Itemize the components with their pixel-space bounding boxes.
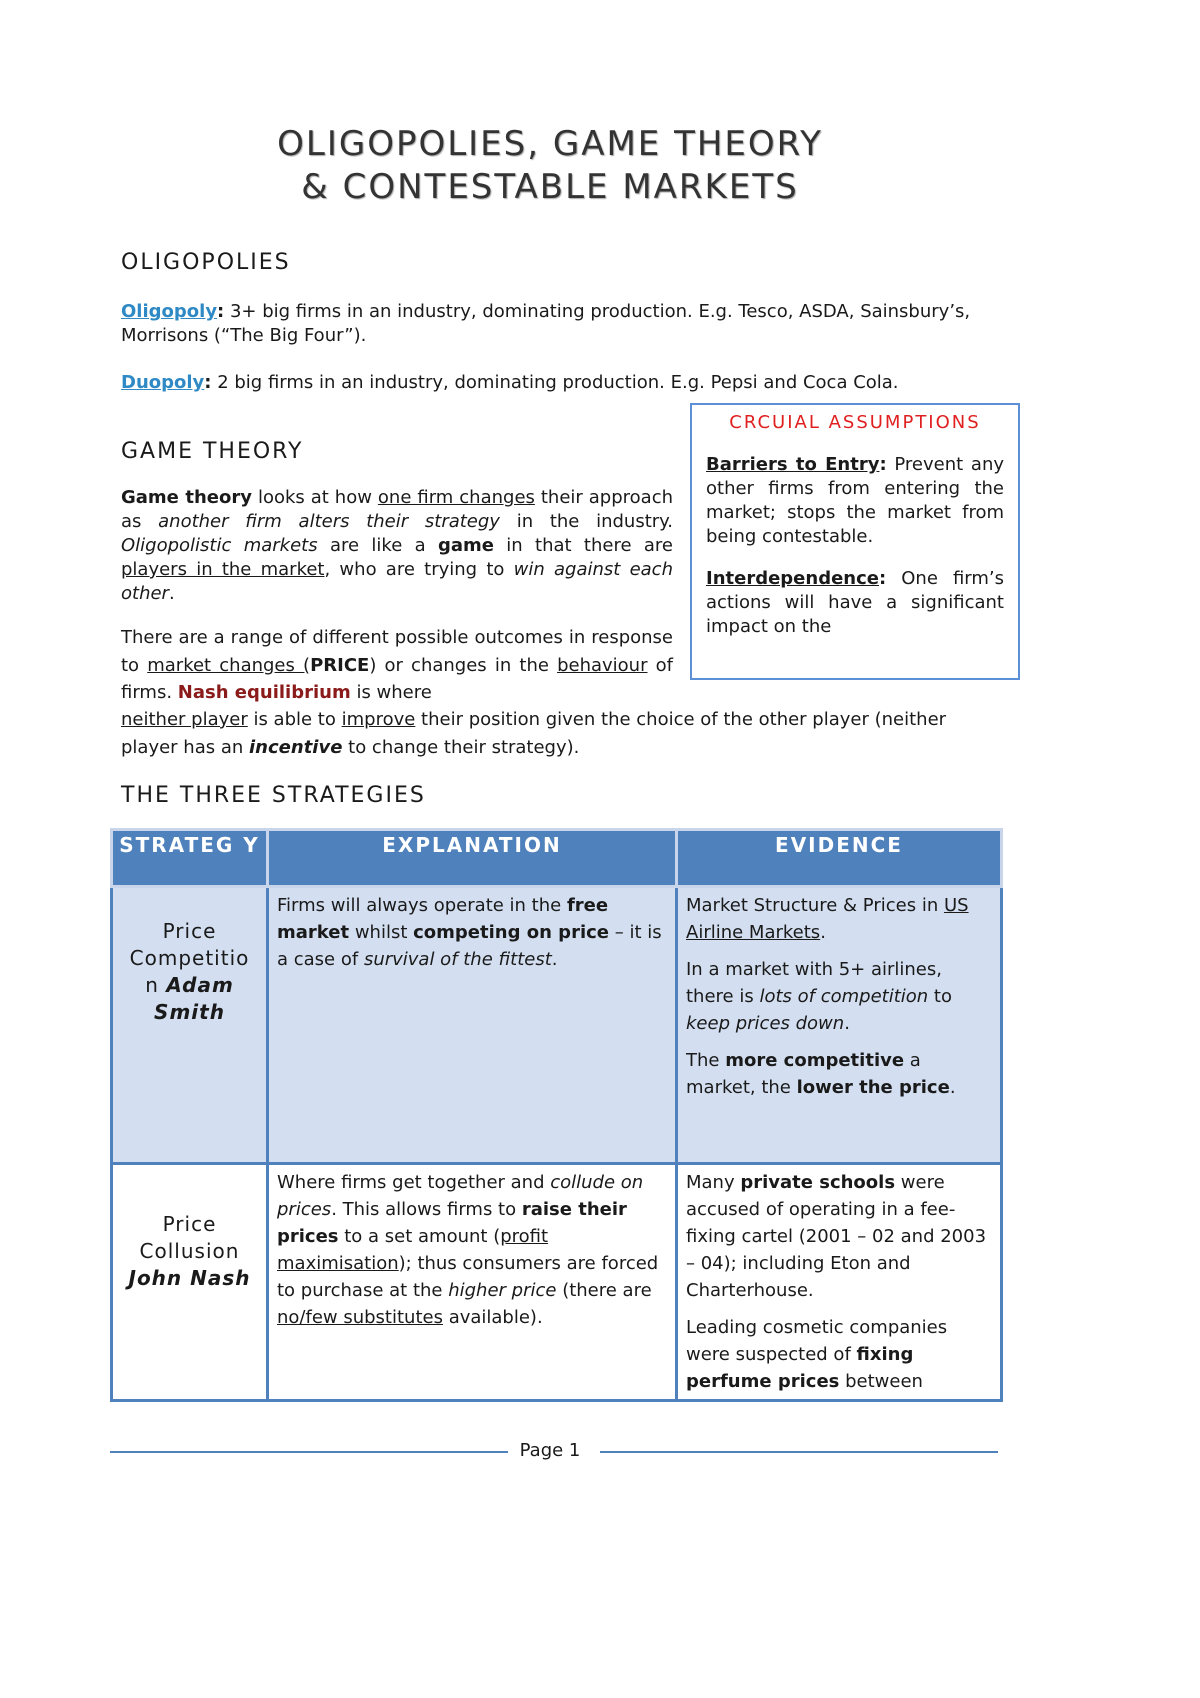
crucial-assumptions-title: CRCUIAL ASSUMPTIONS (729, 412, 981, 433)
duopoly-text: 2 big firms in an industry, dominating production. E.g. Pepsi and Coca Cola. (211, 372, 899, 393)
game-theory-paragraph-1: Game theory looks at how one firm changes their approach as another firm alters their strategy in the industry. Oligopolistic markets are like a game in that there are players in the market, who are trying to win against each other. (121, 487, 674, 604)
document-title-line-1: OLIGOPOLIES, GAME THEORY (277, 124, 823, 164)
table-row (112, 1164, 1002, 1401)
duopoly-term: Duopoly (121, 372, 205, 393)
nash-equilibrium-term: Nash equilibrium (177, 682, 351, 703)
evidence-cell: Many private schools were accused of operating in a fee-fixing cartel (2001 – 02 and 2003 – 04); including Eton and Charterhouse. Leading cosmetic companies were suspected of fixing perfume prices between (677, 1164, 1002, 1401)
document-title-line-2: & CONTESTABLE MARKETS (301, 167, 799, 207)
table-header-strategy: STRATEG Y (112, 830, 268, 887)
section-heading-game-theory: GAME THEORY (121, 439, 304, 464)
crucial-assumptions-box (690, 403, 1020, 680)
table-header-evidence: EVIDENCE (677, 830, 1002, 887)
oligopoly-term: Oligopoly (121, 301, 218, 322)
section-heading-three-strategies: THE THREE STRATEGIES (121, 783, 426, 808)
strategy-cell: Price Competitio n Adam Smith (112, 887, 268, 1164)
game-theory-paragraph-2: There are a range of different possible outcomes in response to market changes (PRICE) or changes in the behaviour of firms. Nash equilibrium is where (121, 627, 673, 703)
oligopoly-definition: Oligopoly: 3+ big firms in an industry, dominating production. E.g. Tesco, ASDA, Sainsbury’s, Morrisons (“The Big Four”). (121, 301, 971, 346)
oligopoly-text: 3+ big firms in an industry, dominating production. E.g. Tesco, ASDA, Sainsbury’s, Morrisons (“The Big Four”). (121, 301, 971, 346)
explanation-cell: Where firms get together and collude on prices. This allows firms to raise their prices to a set amount (profit maximisation); thus consumers are forced to purchase at the higher price (there are no/few substitutes available). (268, 1164, 677, 1401)
game-theory-paragraph-3: neither player is able to improve their position given the choice of the other player (neither player has an incentive to change their strategy). (121, 709, 947, 758)
barriers-to-entry-text: Barriers to Entry: Prevent any other firms from entering the market; stops the market from being contestable. (706, 454, 1004, 547)
table-row (112, 887, 1002, 1164)
section-heading-oligopolies: OLIGOPOLIES (121, 250, 291, 275)
strategies-table (110, 828, 1003, 1402)
duopoly-definition: Duopoly: 2 big firms in an industry, dominating production. E.g. Pepsi and Coca Cola. (121, 372, 899, 393)
interdependence-text: Interdependence: One firm’s actions will have a significant impact on the (706, 568, 1004, 637)
page-number: Page 1 (519, 1440, 581, 1461)
strategy-cell: Price Collusion John Nash (112, 1164, 268, 1401)
evidence-cell: Market Structure & Prices in US Airline Markets. In a market with 5+ airlines, there is lots of competition to keep prices down. The more competitive a market, the lower the price. (677, 887, 1002, 1164)
explanation-cell: Firms will always operate in the free market whilst competing on price – it is a case of survival of the fittest. (268, 887, 677, 1164)
table-header-explanation: EXPLANATION (268, 830, 677, 887)
